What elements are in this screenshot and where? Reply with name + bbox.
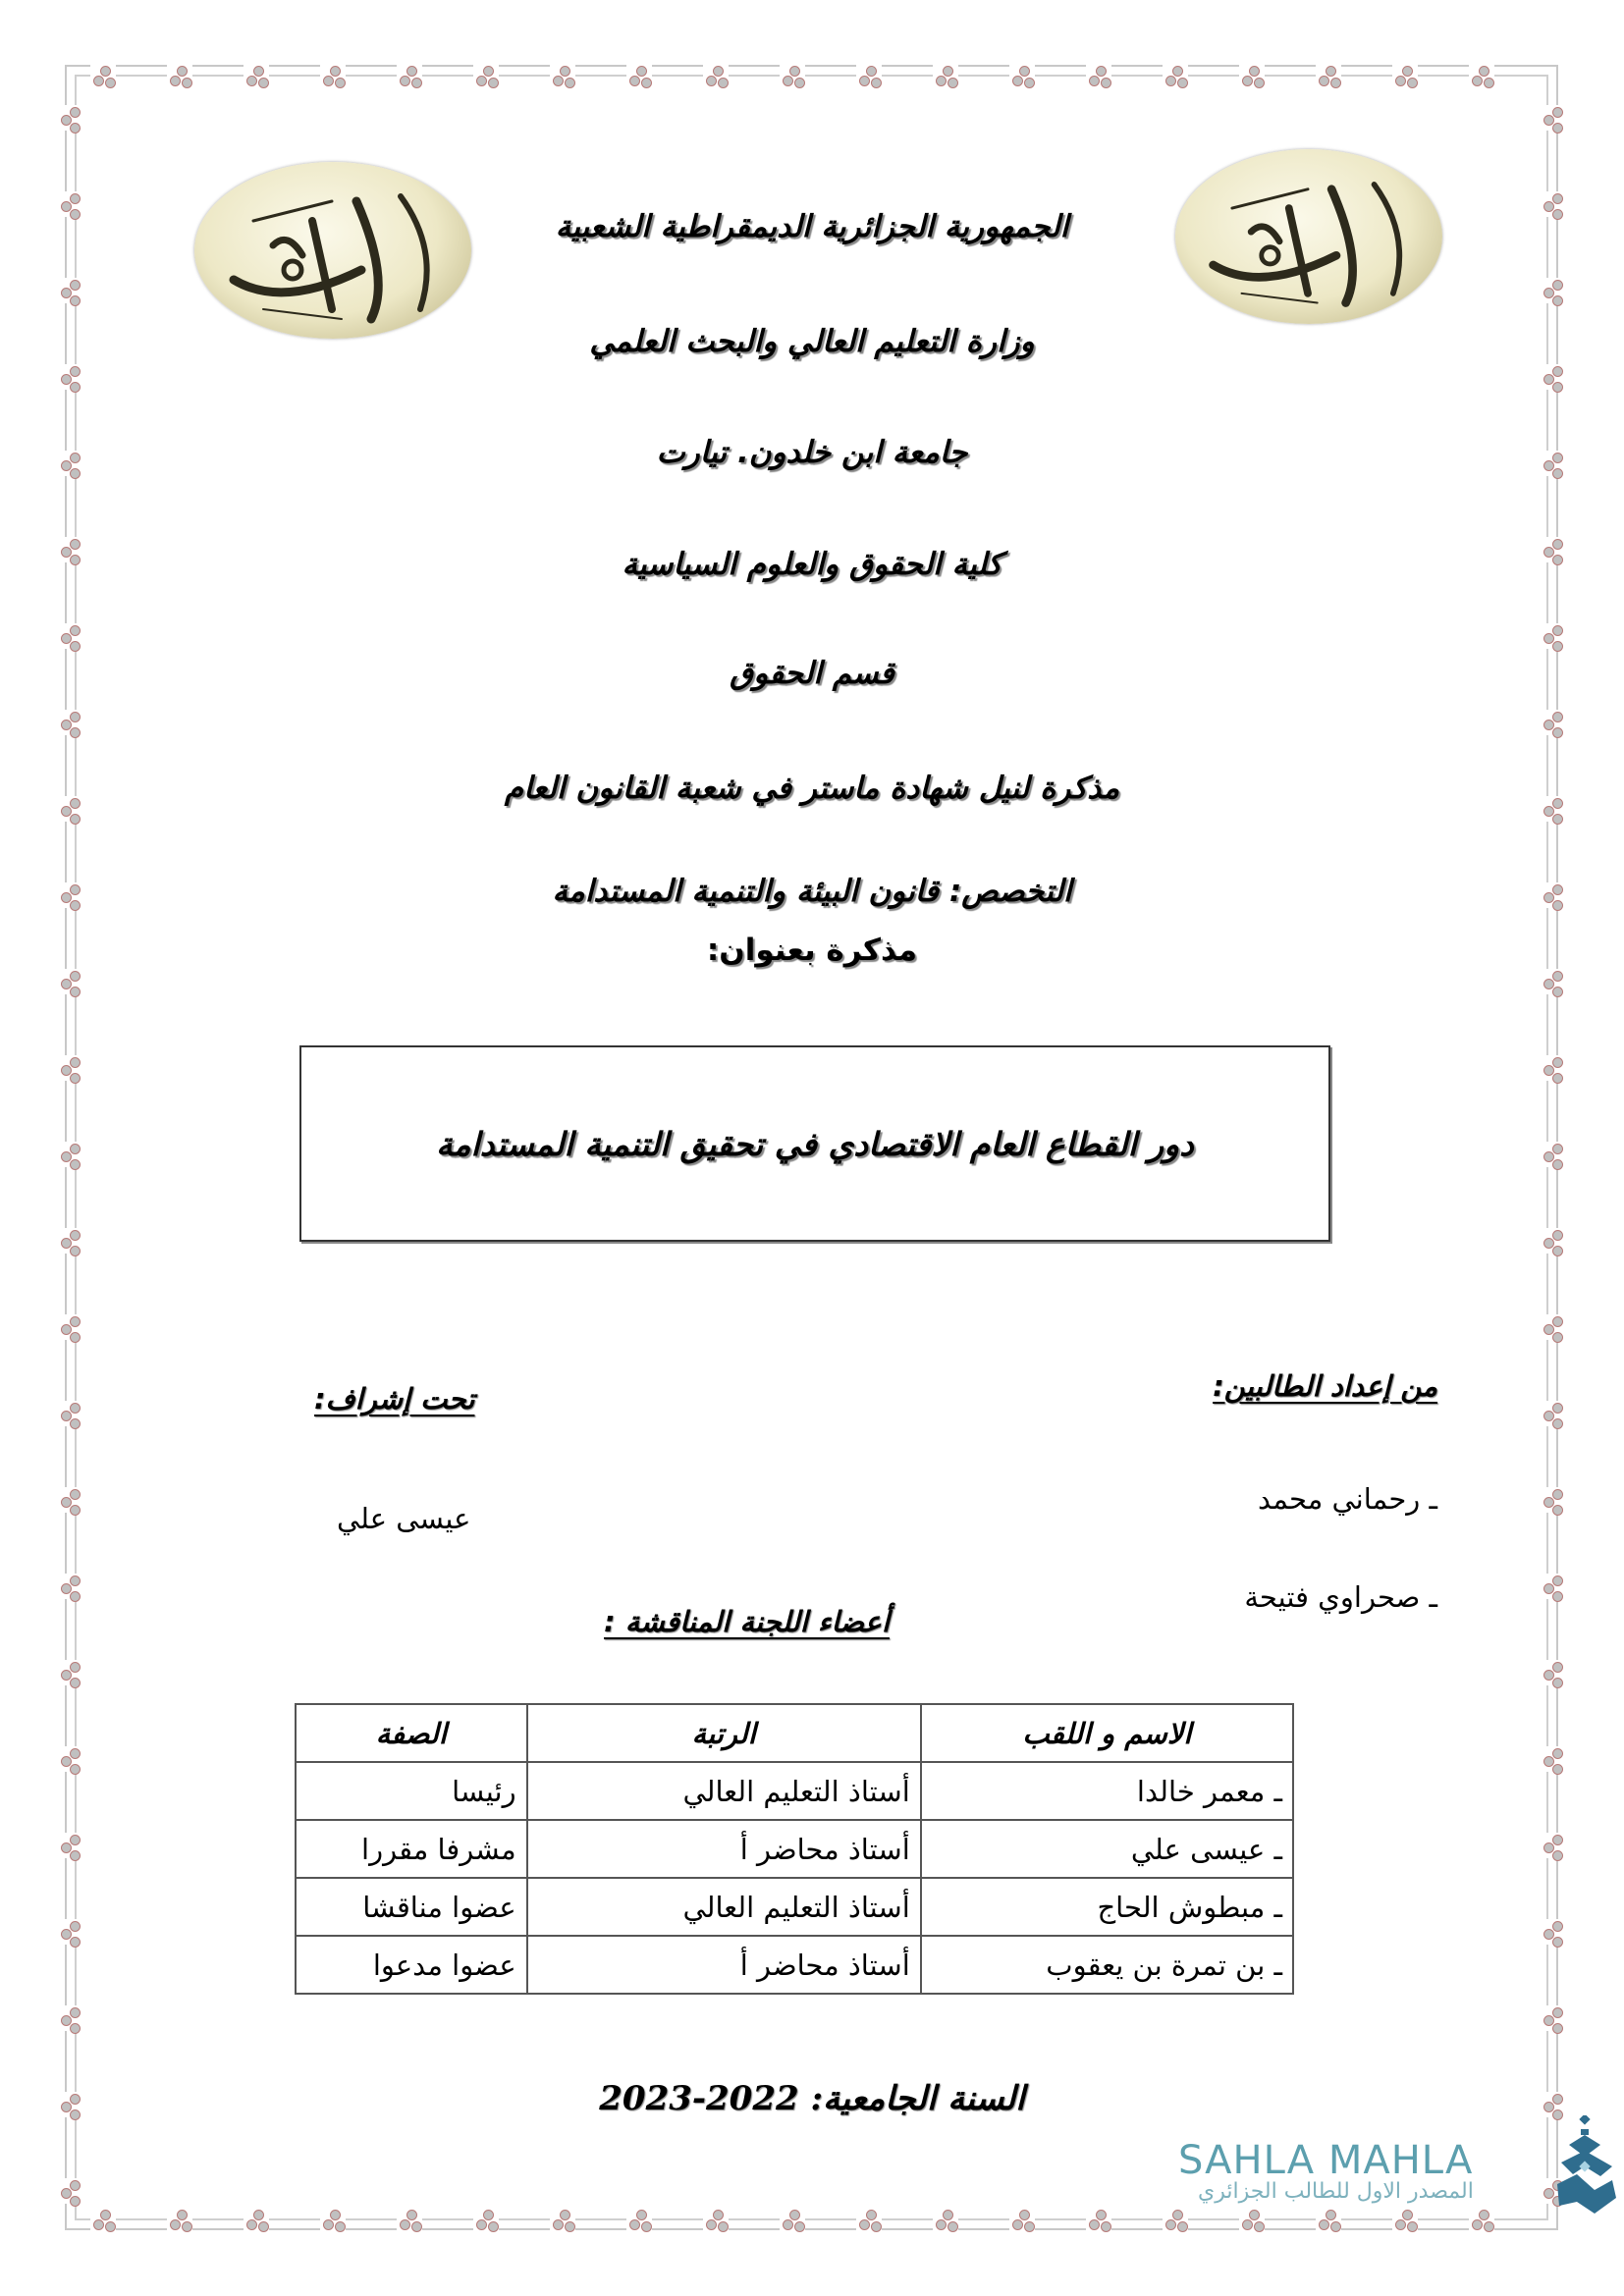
border-dot-cluster <box>58 105 83 131</box>
sahla-mahla-logo-icon <box>1551 2115 1620 2223</box>
header-name: الاسم و اللقب <box>921 1704 1293 1762</box>
border-dot-cluster <box>1163 2208 1188 2233</box>
header-ministry: وزارة التعليم العالي والبحث العلمي <box>589 324 1035 359</box>
border-dot-cluster <box>1541 1401 1566 1426</box>
thesis-title: دور القطاع العام الاقتصادي في تحقيق التنمية المستدامة <box>436 1124 1194 1163</box>
jury-name: ـ عيسى علي <box>921 1820 1293 1878</box>
border-dot-cluster <box>856 2208 882 2233</box>
border-dot-cluster <box>473 64 499 89</box>
border-dot-cluster <box>1541 623 1566 649</box>
border-dot-cluster <box>58 1314 83 1340</box>
memo-title-label: مذكرة بعنوان: <box>706 933 918 968</box>
header-role: الصفة <box>296 1704 527 1762</box>
border-dot-cluster <box>58 710 83 735</box>
jury-rank: أستاذ محاضر أ <box>527 1820 921 1878</box>
academic-year: السنة الجامعية: 2022-2023 <box>599 2079 1025 2118</box>
border-dot-cluster <box>58 623 83 649</box>
border-dot-cluster <box>1316 64 1341 89</box>
watermark-tagline: المصدر الاول للطالب الجزائري <box>1198 2179 1474 2204</box>
border-dot-cluster <box>1541 278 1566 303</box>
border-dot-cluster <box>473 2208 499 2233</box>
student-name-1: ـ رحماني محمد <box>1258 1482 1437 1516</box>
border-dot-cluster <box>1541 1919 1566 1945</box>
border-dot-cluster <box>167 64 192 89</box>
border-dot-cluster <box>1392 2208 1418 2233</box>
table-row <box>296 1936 1293 1994</box>
border-dot-cluster <box>320 64 346 89</box>
border-dot-cluster <box>58 1833 83 1858</box>
border-dot-cluster <box>1541 1314 1566 1340</box>
border-dot-cluster <box>167 2208 192 2233</box>
table-row <box>296 1762 1293 1820</box>
supervisor-name: عيسى علي <box>337 1502 471 1535</box>
jury-rank: أستاذ محاضر أ <box>527 1936 921 1994</box>
table-row <box>296 1878 1293 1936</box>
thesis-title-box <box>299 1045 1330 1242</box>
jury-role: مشرفا مقررا <box>296 1820 527 1878</box>
border-dot-cluster <box>90 2208 116 2233</box>
table-row <box>296 1820 1293 1878</box>
border-dot-cluster <box>58 2178 83 2204</box>
border-dot-cluster <box>1541 710 1566 735</box>
header-specialty: التخصص: قانون البيئة والتنمية المستدامة <box>552 874 1072 909</box>
header-faculty: كلية الحقوق والعلوم السياسية <box>622 547 1002 582</box>
border-dot-cluster <box>1009 2208 1035 2233</box>
border-dot-cluster <box>1316 2208 1341 2233</box>
border-dot-cluster <box>90 64 116 89</box>
border-dot-cluster <box>1541 1660 1566 1685</box>
border-dot-cluster <box>1086 64 1111 89</box>
border-dot-cluster <box>58 1401 83 1426</box>
border-dot-cluster <box>933 64 958 89</box>
border-dot-cluster <box>58 364 83 390</box>
border-dot-cluster <box>58 1746 83 1772</box>
border-dot-cluster <box>1086 2208 1111 2233</box>
border-dot-cluster <box>780 2208 805 2233</box>
border-dot-cluster <box>1541 1833 1566 1858</box>
border-dot-cluster <box>1541 1228 1566 1254</box>
border-dot-cluster <box>1541 2005 1566 2031</box>
border-dot-cluster <box>1163 64 1188 89</box>
jury-role: رئيسا <box>296 1762 527 1820</box>
border-dot-cluster <box>1541 1055 1566 1081</box>
border-dot-cluster <box>1239 64 1265 89</box>
border-dot-cluster <box>1541 1142 1566 1167</box>
border-dot-cluster <box>856 64 882 89</box>
border-dot-cluster <box>626 2208 652 2233</box>
header-university: جامعة ابن خلدون. تيارت <box>656 435 968 470</box>
border-dot-cluster <box>1541 1746 1566 1772</box>
border-dot-cluster <box>244 2208 269 2233</box>
border-dot-cluster <box>1541 969 1566 994</box>
border-dot-cluster <box>780 64 805 89</box>
border-dot-cluster <box>58 1660 83 1685</box>
border-dot-cluster <box>1239 2208 1265 2233</box>
watermark-brand: SAHLA MAHLA <box>1178 2138 1474 2183</box>
border-dot-cluster <box>933 2208 958 2233</box>
border-dot-cluster <box>58 1919 83 1945</box>
border-dot-cluster <box>320 2208 346 2233</box>
jury-label: أعضاء اللجنة المناقشة : <box>604 1605 890 1638</box>
border-dot-cluster <box>58 1142 83 1167</box>
university-logo-left <box>194 162 471 339</box>
jury-rank: أستاذ التعليم العالي <box>527 1878 921 1936</box>
border-dot-cluster <box>1541 1574 1566 1599</box>
border-dot-cluster <box>58 969 83 994</box>
border-dot-cluster <box>58 1055 83 1081</box>
border-dot-cluster <box>58 1228 83 1254</box>
border-dot-cluster <box>626 64 652 89</box>
border-dot-cluster <box>244 64 269 89</box>
border-dot-cluster <box>58 278 83 303</box>
jury-name: ـ بن تمرة بن يعقوب <box>921 1936 1293 1994</box>
header-republic: الجمهورية الجزائرية الديمقراطية الشعبية <box>555 209 1069 244</box>
students-label: من إعداد الطالبين: <box>1213 1369 1437 1403</box>
border-dot-cluster <box>703 2208 729 2233</box>
header-degree: مذكرة لنيل شهادة ماستر في شعبة القانون العام <box>504 771 1120 806</box>
border-dot-cluster <box>58 1574 83 1599</box>
student-name-2: ـ صحراوي فتيحة <box>1244 1580 1437 1614</box>
border-dot-cluster <box>58 1487 83 1513</box>
border-dot-cluster <box>1469 2208 1494 2233</box>
university-seal-icon <box>194 162 471 339</box>
header-department: قسم الحقوق <box>730 656 894 691</box>
jury-table-header <box>296 1704 1293 1762</box>
border-dot-cluster <box>1469 64 1494 89</box>
border-dot-cluster <box>397 64 422 89</box>
border-dot-cluster <box>58 2005 83 2031</box>
border-dot-cluster <box>703 64 729 89</box>
header-rank: الرتبة <box>527 1704 921 1762</box>
jury-role: عضوا مناقشا <box>296 1878 527 1936</box>
border-dot-cluster <box>1009 64 1035 89</box>
border-dot-cluster <box>1541 1487 1566 1513</box>
supervisor-label: تحت إشراف: <box>314 1382 475 1415</box>
border-dot-cluster <box>397 2208 422 2233</box>
watermark <box>1178 2138 1551 2204</box>
jury-table <box>295 1703 1294 1995</box>
border-dot-cluster <box>1541 105 1566 131</box>
border-dot-cluster <box>550 64 575 89</box>
border-dot-cluster <box>1541 364 1566 390</box>
jury-rank: أستاذ التعليم العالي <box>527 1762 921 1820</box>
jury-name: ـ مبطوش الحاج <box>921 1878 1293 1936</box>
border-dot-cluster <box>1392 64 1418 89</box>
border-dot-cluster <box>550 2208 575 2233</box>
jury-role: عضوا مدعوا <box>296 1936 527 1994</box>
jury-name: ـ معمر خالدا <box>921 1762 1293 1820</box>
